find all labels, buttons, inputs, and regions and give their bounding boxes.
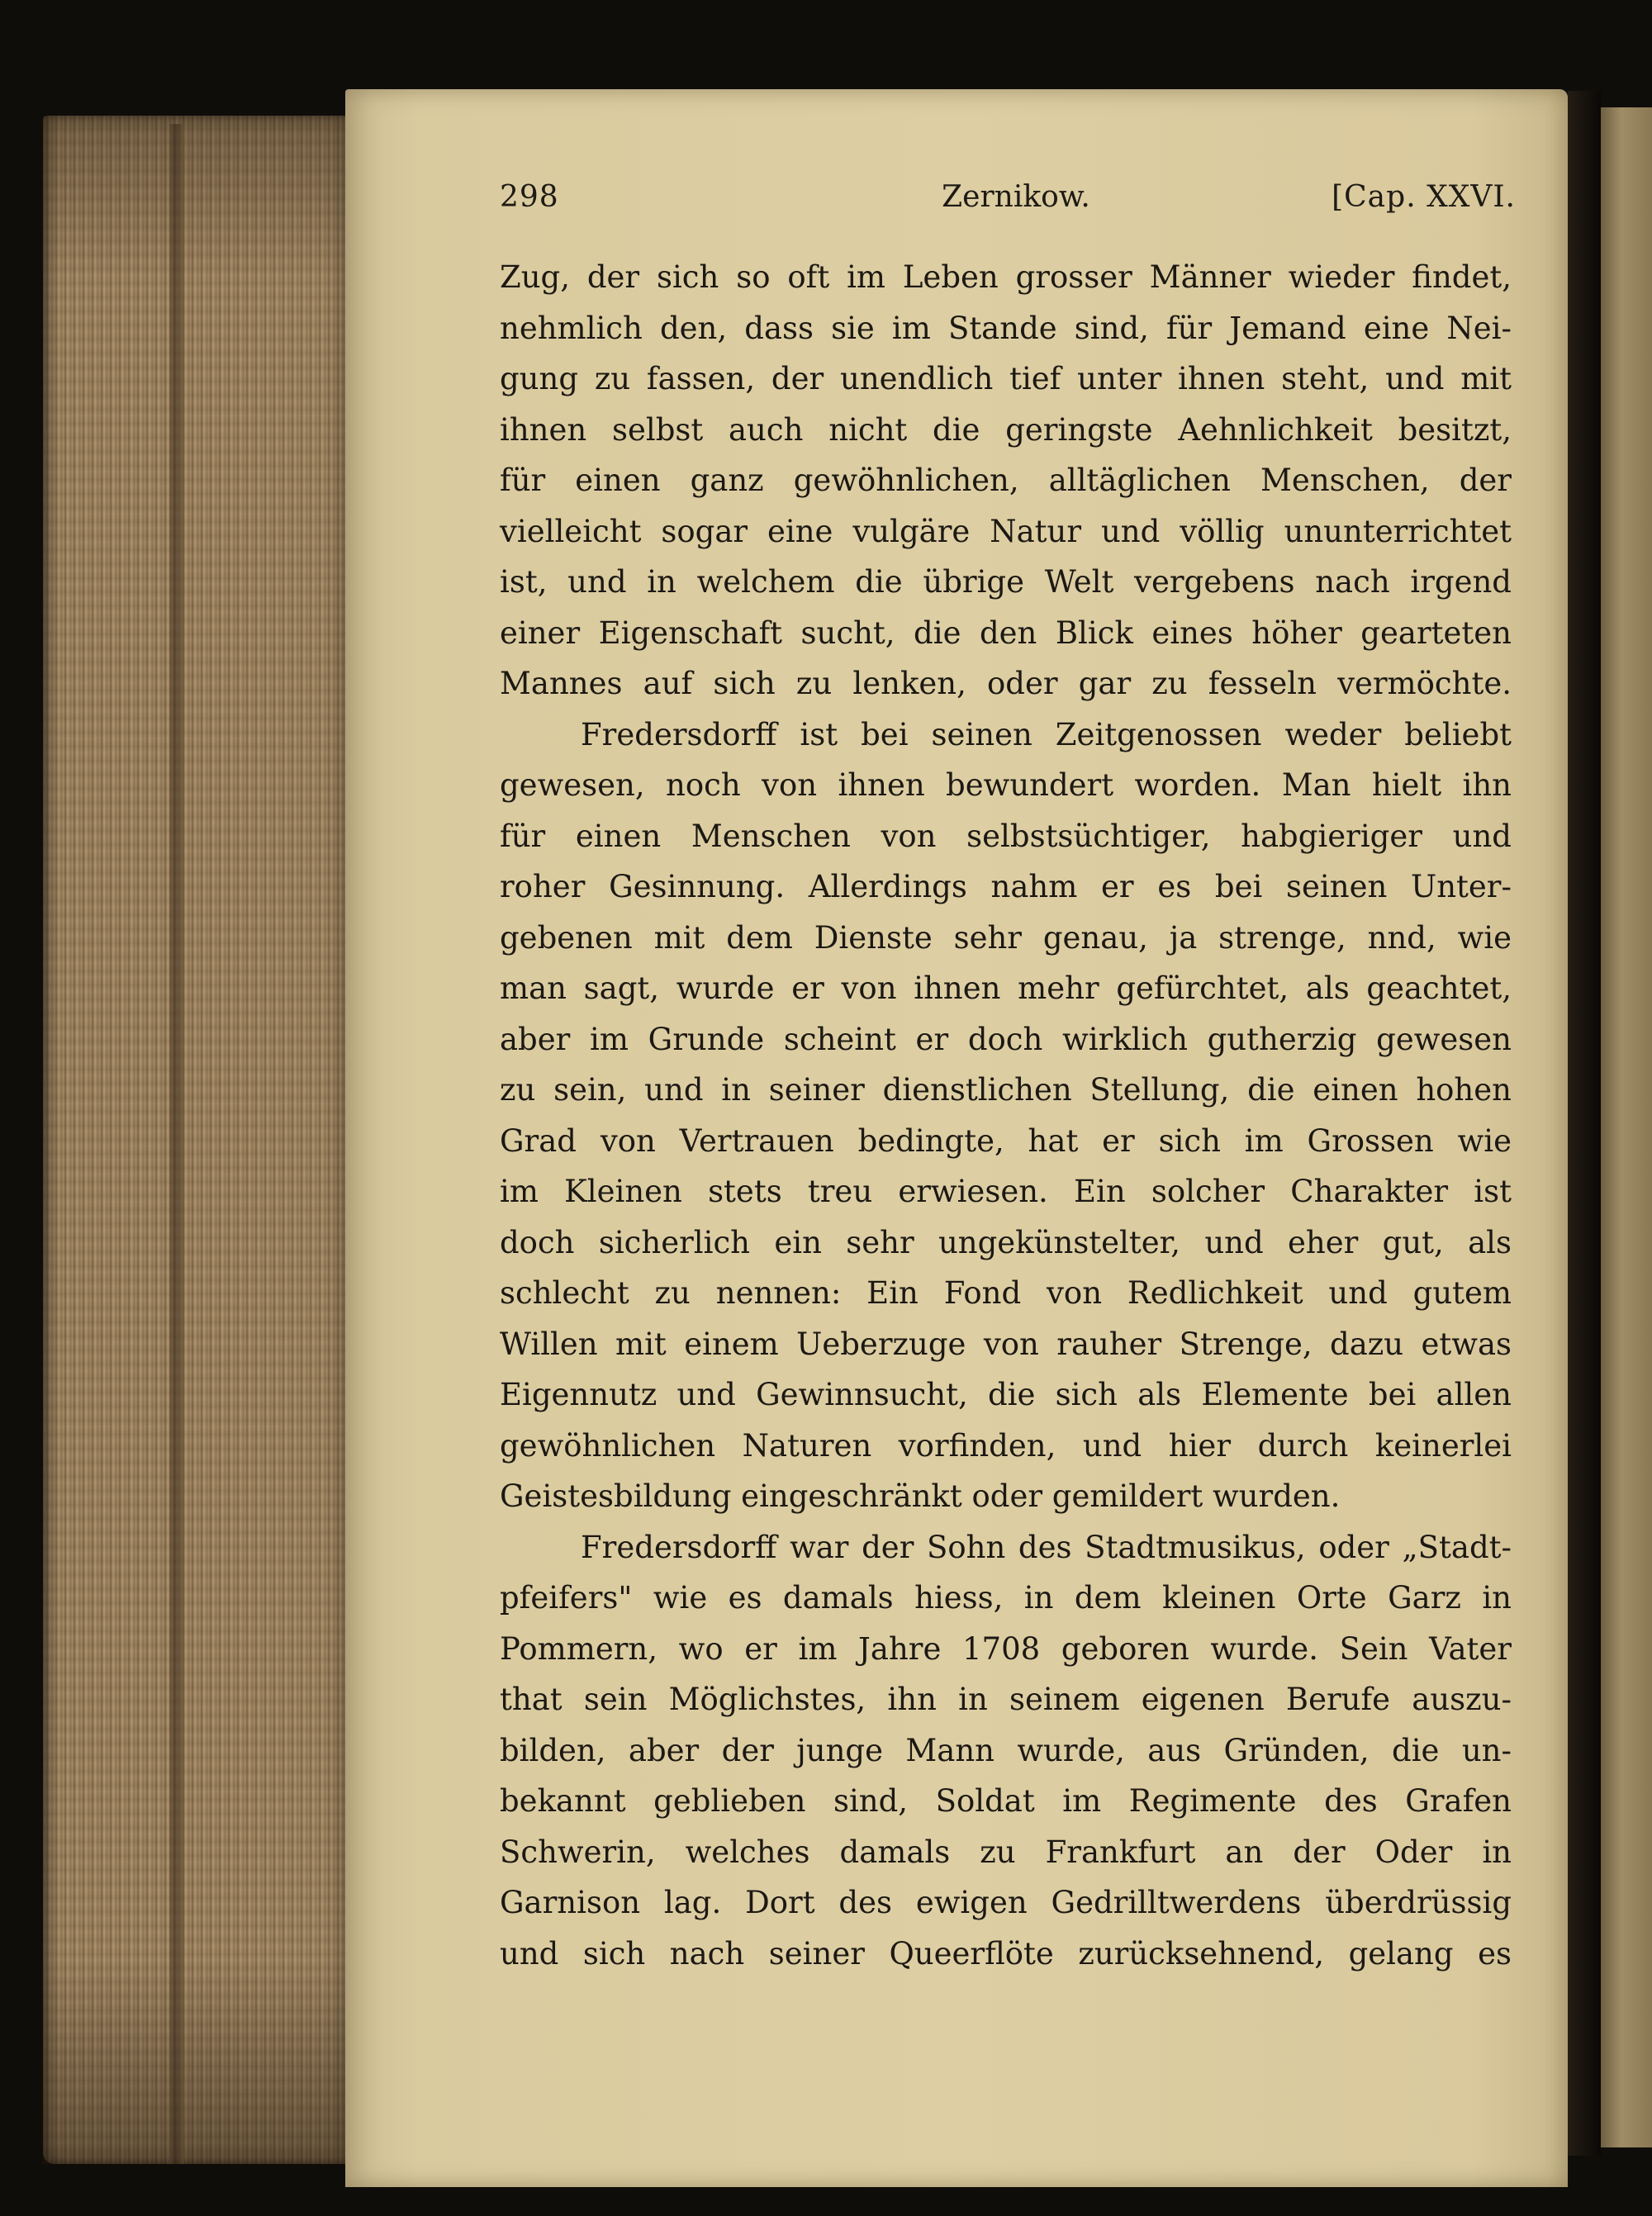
text-line: gewöhnlichen Naturen vorfinden, und hier durch keinerlei [500, 1427, 1512, 1464]
text-line: Fredersdorff war der Sohn des Stadtmusikus, oder „Stadt- [581, 1529, 1512, 1565]
page-header [500, 180, 1516, 230]
text-line: zu sein, und in seiner dienstlichen Stellung, die einen hohen [500, 1072, 1512, 1108]
text-line: Zug, der sich so oft im Leben grosser Männer wieder findet, [500, 259, 1512, 295]
text-line: für einen Menschen von selbstsüchtiger, habgieriger und [500, 818, 1512, 854]
text-line: vielleicht sogar eine vulgäre Natur und völlig ununterrichtet [500, 513, 1512, 549]
text-line: gewesen, noch von ihnen bewundert worden. Man hielt ihn [500, 767, 1512, 803]
text-line: gung zu fassen, der unendlich tief unter ihnen steht, und mit [500, 361, 1512, 396]
running-title: Zernikow. [942, 180, 1090, 214]
text-line: im Kleinen stets treu erwiesen. Ein solcher Charakter ist [500, 1174, 1512, 1209]
text-line: pfeifers" wie es damals hiess, in dem kleinen Orte Garz in [500, 1580, 1512, 1616]
text-line: ist, und in welchem die übrige Welt vergebens nach irgend [500, 564, 1512, 600]
facing-page [1601, 107, 1652, 2147]
page-edge-gap [169, 124, 184, 2164]
text-line: bekannt geblieben sind, Soldat im Regimente des Grafen [500, 1783, 1512, 1819]
text-line: Fredersdorff ist bei seinen Zeitgenossen weder beliebt [581, 716, 1512, 752]
text-line: Mannes auf sich zu lenken, oder gar zu fesseln vermöchte. [500, 666, 1512, 701]
text-line: und sich nach seiner Queerflöte zurücksehnend, gelang es [500, 1935, 1512, 1972]
text-line: roher Gesinnung. Allerdings nahm er es bei seinen Unter- [500, 869, 1512, 904]
text-line: Pommern, wo er im Jahre 1708 geboren wurde. Sein Vater [500, 1630, 1512, 1667]
text-line: doch sicherlich ein sehr ungekünstelter, und eher gut, als [500, 1224, 1512, 1260]
text-line: Geistesbildung eingeschränkt oder gemildert wurden. [500, 1478, 1341, 1514]
text-line: Eigennutz und Gewinnsucht, die sich als Elemente bei allen [500, 1377, 1512, 1412]
text-line: nehmlich den, dass sie im Stande sind, für Jemand eine Nei- [500, 310, 1512, 346]
body-text [500, 252, 1512, 1979]
cover-edge [1568, 91, 1601, 2156]
page-edges [43, 116, 350, 2164]
text-line: that sein Möglichstes, ihn in seinem eigenen Berufe auszu- [500, 1682, 1512, 1717]
text-line: gebenen mit dem Dienste sehr genau, ja strenge, nnd, wie [500, 919, 1512, 956]
text-line: bilden, aber der junge Mann wurde, aus Gründen, die un- [500, 1732, 1512, 1768]
text-line: Willen mit einem Ueberzuge von rauher Strenge, dazu etwas [500, 1326, 1512, 1362]
text-line: Grad von Vertrauen bedingte, hat er sich im Grossen wie [500, 1122, 1512, 1159]
text-line: aber im Grunde scheint er doch wirklich gutherzig gewesen [500, 1021, 1512, 1057]
page-number: 298 [500, 180, 559, 214]
text-line: Garnison lag. Dort des ewigen Gedrilltwerdens überdrüssig [500, 1885, 1512, 1920]
text-line: man sagt, wurde er von ihnen mehr gefürchtet, als geachtet, [500, 970, 1512, 1006]
text-line: einer Eigenschaft sucht, die den Blick eines höher gearteten [500, 615, 1512, 651]
text-line: ihnen selbst auch nicht die geringste Aehnlichkeit besitzt, [500, 411, 1512, 448]
chapter-label: [Cap. XXVI. [1332, 180, 1516, 214]
text-line: schlecht zu nennen: Ein Fond von Redlichkeit und gutem [500, 1275, 1512, 1311]
text-line: Schwerin, welches damals zu Frankfurt an der Oder in [500, 1834, 1512, 1870]
text-line: für einen ganz gewöhnlichen, alltäglichen Menschen, der [500, 463, 1512, 498]
